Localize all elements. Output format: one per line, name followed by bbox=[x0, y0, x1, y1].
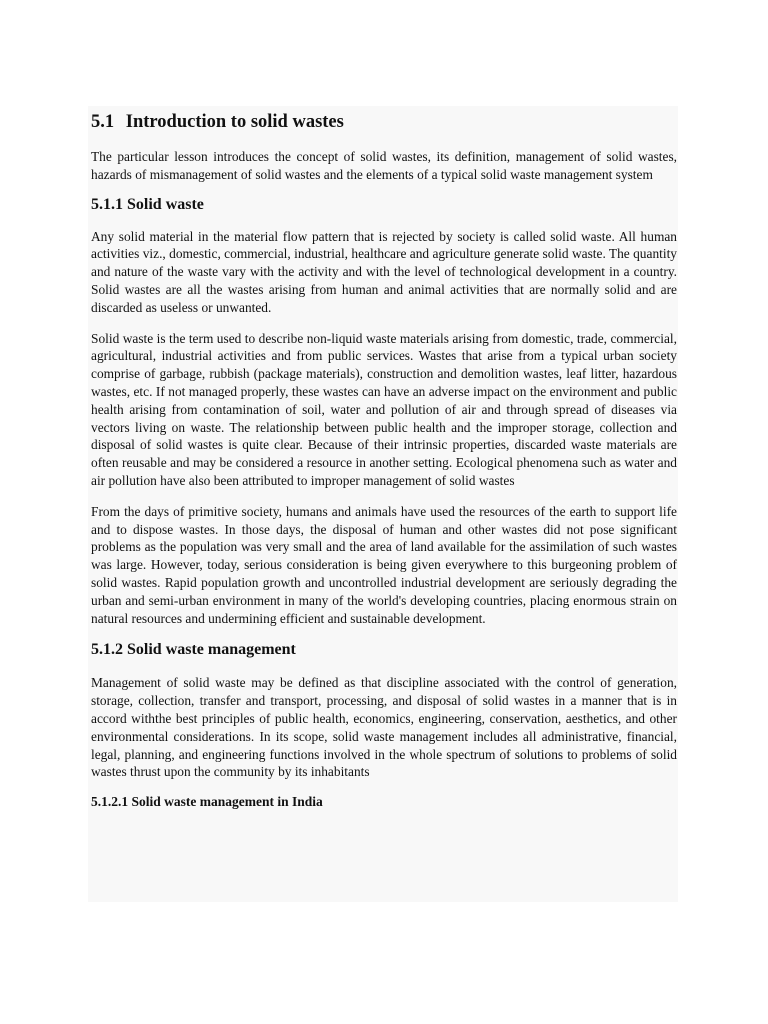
paragraph-solid-waste-history: From the days of primitive society, humans and animals have used the resources of the earth to support life and to dispose wastes. In those days, the disposal of human and other wastes did not pose significant problems as the population was very small and the area of land available for the assimilation of such wastes was large. However, today, serious consideration is being given everywhere to this burgeoning problem of solid wastes. Rapid population growth and uncontrolled industrial development are seriously degrading the urban and semi-urban environment in many of the world's developing countries, placing enormous strain on natural resources and undermining efficient and sustainable development. bbox=[91, 503, 677, 626]
section-title-text: Introduction to solid wastes bbox=[125, 112, 344, 132]
heading-solid-waste: 5.1.1 Solid waste bbox=[91, 195, 204, 213]
document-content bbox=[91, 108, 677, 811]
paragraph-solid-waste-description: Solid waste is the term used to describe non-liquid waste materials arising from domestic, trade, commercial, agricultural, industrial activities and from public services. Wastes that arise from a typical urban society comprise of garbage, rubbish (package materials), construction and demolition wastes, leaf litter, hazardous wastes, etc. If not managed properly, these wastes can have an adverse impact on the environment and public health arising from contamination of soil, water and pollution of air and through spread of diseases via vectors living on waste. The relationship between public health and the improper storage, collection and disposal of solid wastes is quite clear. Because of their intrinsic properties, discarded waste materials are often reusable and may be considered a resource in another setting. Ecological phenomena such as water and air pollution have also been attributed to improper management of solid wastes bbox=[91, 330, 677, 488]
intro-paragraph: The particular lesson introduces the concept of solid wastes, its definition, management of solid wastes, hazards of mismanagement of solid wastes and the elements of a typical solid waste management system bbox=[91, 149, 677, 182]
paragraph-solid-waste-management: Management of solid waste may be defined as that discipline associated with the control of generation, storage, collection, transfer and transport, processing, and disposal of solid wastes in a manner that is in accord withthe best principles of public health, economics, engineering, conservation, aesthetics, and other environmental considerations. In its scope, solid waste management includes all administrative, financial, legal, planning, and engineering functions involved in the whole spectrum of solutions to problems of solid wastes thrust upon the community by its inhabitants bbox=[91, 675, 677, 780]
heading-solid-waste-management: 5.1.2 Solid waste management bbox=[91, 641, 296, 659]
heading-solid-waste-management-india: 5.1.2.1 Solid waste management in India bbox=[91, 794, 323, 810]
paragraph-solid-waste-definition: Any solid material in the material flow pattern that is rejected by society is called solid waste. All human activities viz., domestic, commercial, industrial, healthcare and agriculture generate solid waste. The quantity and nature of the waste vary with the activity and with the level of technological development in a country. Solid wastes are all the wastes arising from human and animal activities that are normally solid and are discarded as useless or unwanted. bbox=[91, 228, 677, 315]
section-title-number: 5.1 bbox=[91, 112, 115, 132]
section-title bbox=[91, 108, 677, 148]
